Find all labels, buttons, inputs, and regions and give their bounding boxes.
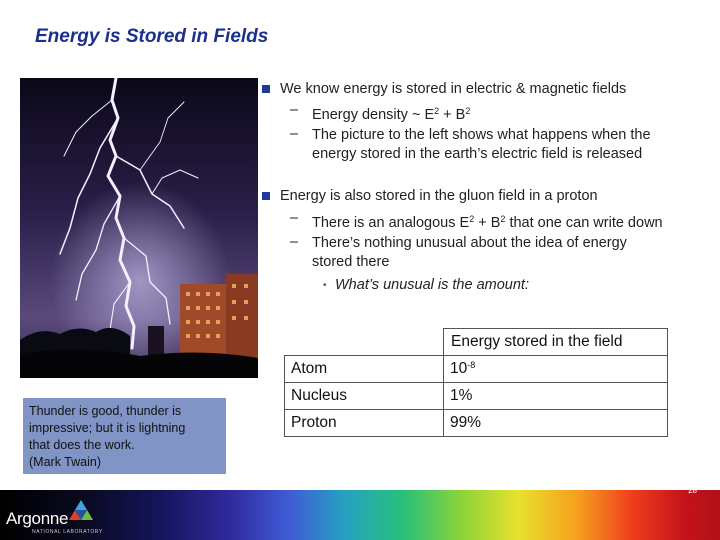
- lightning-photo: [20, 78, 258, 378]
- bullet-1-sub-2-line-2: energy stored in the earth’s electric field is released: [312, 146, 643, 162]
- table-row: [285, 383, 668, 410]
- bullet-2-sub-2-line-1: There’s nothing unusual about the idea of energy: [312, 235, 627, 251]
- table-row-label: Atom: [285, 356, 444, 383]
- energy-table: [284, 328, 668, 437]
- table-row-label: Proton: [285, 410, 444, 437]
- bullet-square-icon: [262, 192, 270, 200]
- bullet-2-sub-1: There is an analogous $E^2 + B^2$ that one can write down: [312, 214, 663, 231]
- bullet-square-icon: [262, 85, 270, 93]
- table-row: [285, 356, 668, 383]
- quote-line: Thunder is good, thunder is: [29, 404, 182, 418]
- quote-line: (Mark Twain): [29, 455, 102, 469]
- table-row-value: 99%: [444, 410, 668, 437]
- dash-icon: –: [290, 126, 299, 142]
- dash-icon: –: [290, 102, 299, 118]
- dash-icon: –: [290, 234, 299, 250]
- bullet-1: We know energy is stored in electric & magnetic fields: [280, 81, 627, 97]
- quote-line: that does the work.: [29, 438, 135, 452]
- quote-line: impressive; but it is lightning: [29, 421, 186, 435]
- bullet-2-sub-3: What’s unusual is the amount:: [335, 277, 529, 293]
- argonne-logo-text: Argonne: [6, 509, 69, 528]
- page-number: 28: [688, 486, 697, 495]
- table-header-row: [285, 329, 668, 356]
- table-header-cell: Energy stored in the field: [444, 329, 668, 356]
- footer-spectrum-bar: [0, 490, 720, 540]
- slide-title: Energy is Stored in Fields: [35, 26, 269, 47]
- table-row-value: 1%: [444, 383, 668, 410]
- bullet-2-sub-2-line-2: stored there: [312, 254, 390, 270]
- argonne-logo-subtitle: NATIONAL LABORATORY: [32, 529, 103, 535]
- table-row: [285, 410, 668, 437]
- table-row-label: Nucleus: [285, 383, 444, 410]
- mark-twain-quote: [23, 398, 226, 474]
- bullet-2: Energy is also stored in the gluon field in a proton: [280, 188, 598, 204]
- table-empty-cell: [285, 329, 444, 356]
- bullet-1-sub-1: Energy density ~ $E^2 + B^2$: [312, 106, 471, 123]
- dot-bullet-icon: •: [323, 280, 327, 291]
- dash-icon: –: [290, 210, 299, 226]
- bullet-1-sub-2-line-1: The picture to the left shows what happens when the: [312, 127, 651, 143]
- table-row-value: $10^{-8}$: [444, 356, 668, 383]
- argonne-triangle-icon: [68, 499, 94, 521]
